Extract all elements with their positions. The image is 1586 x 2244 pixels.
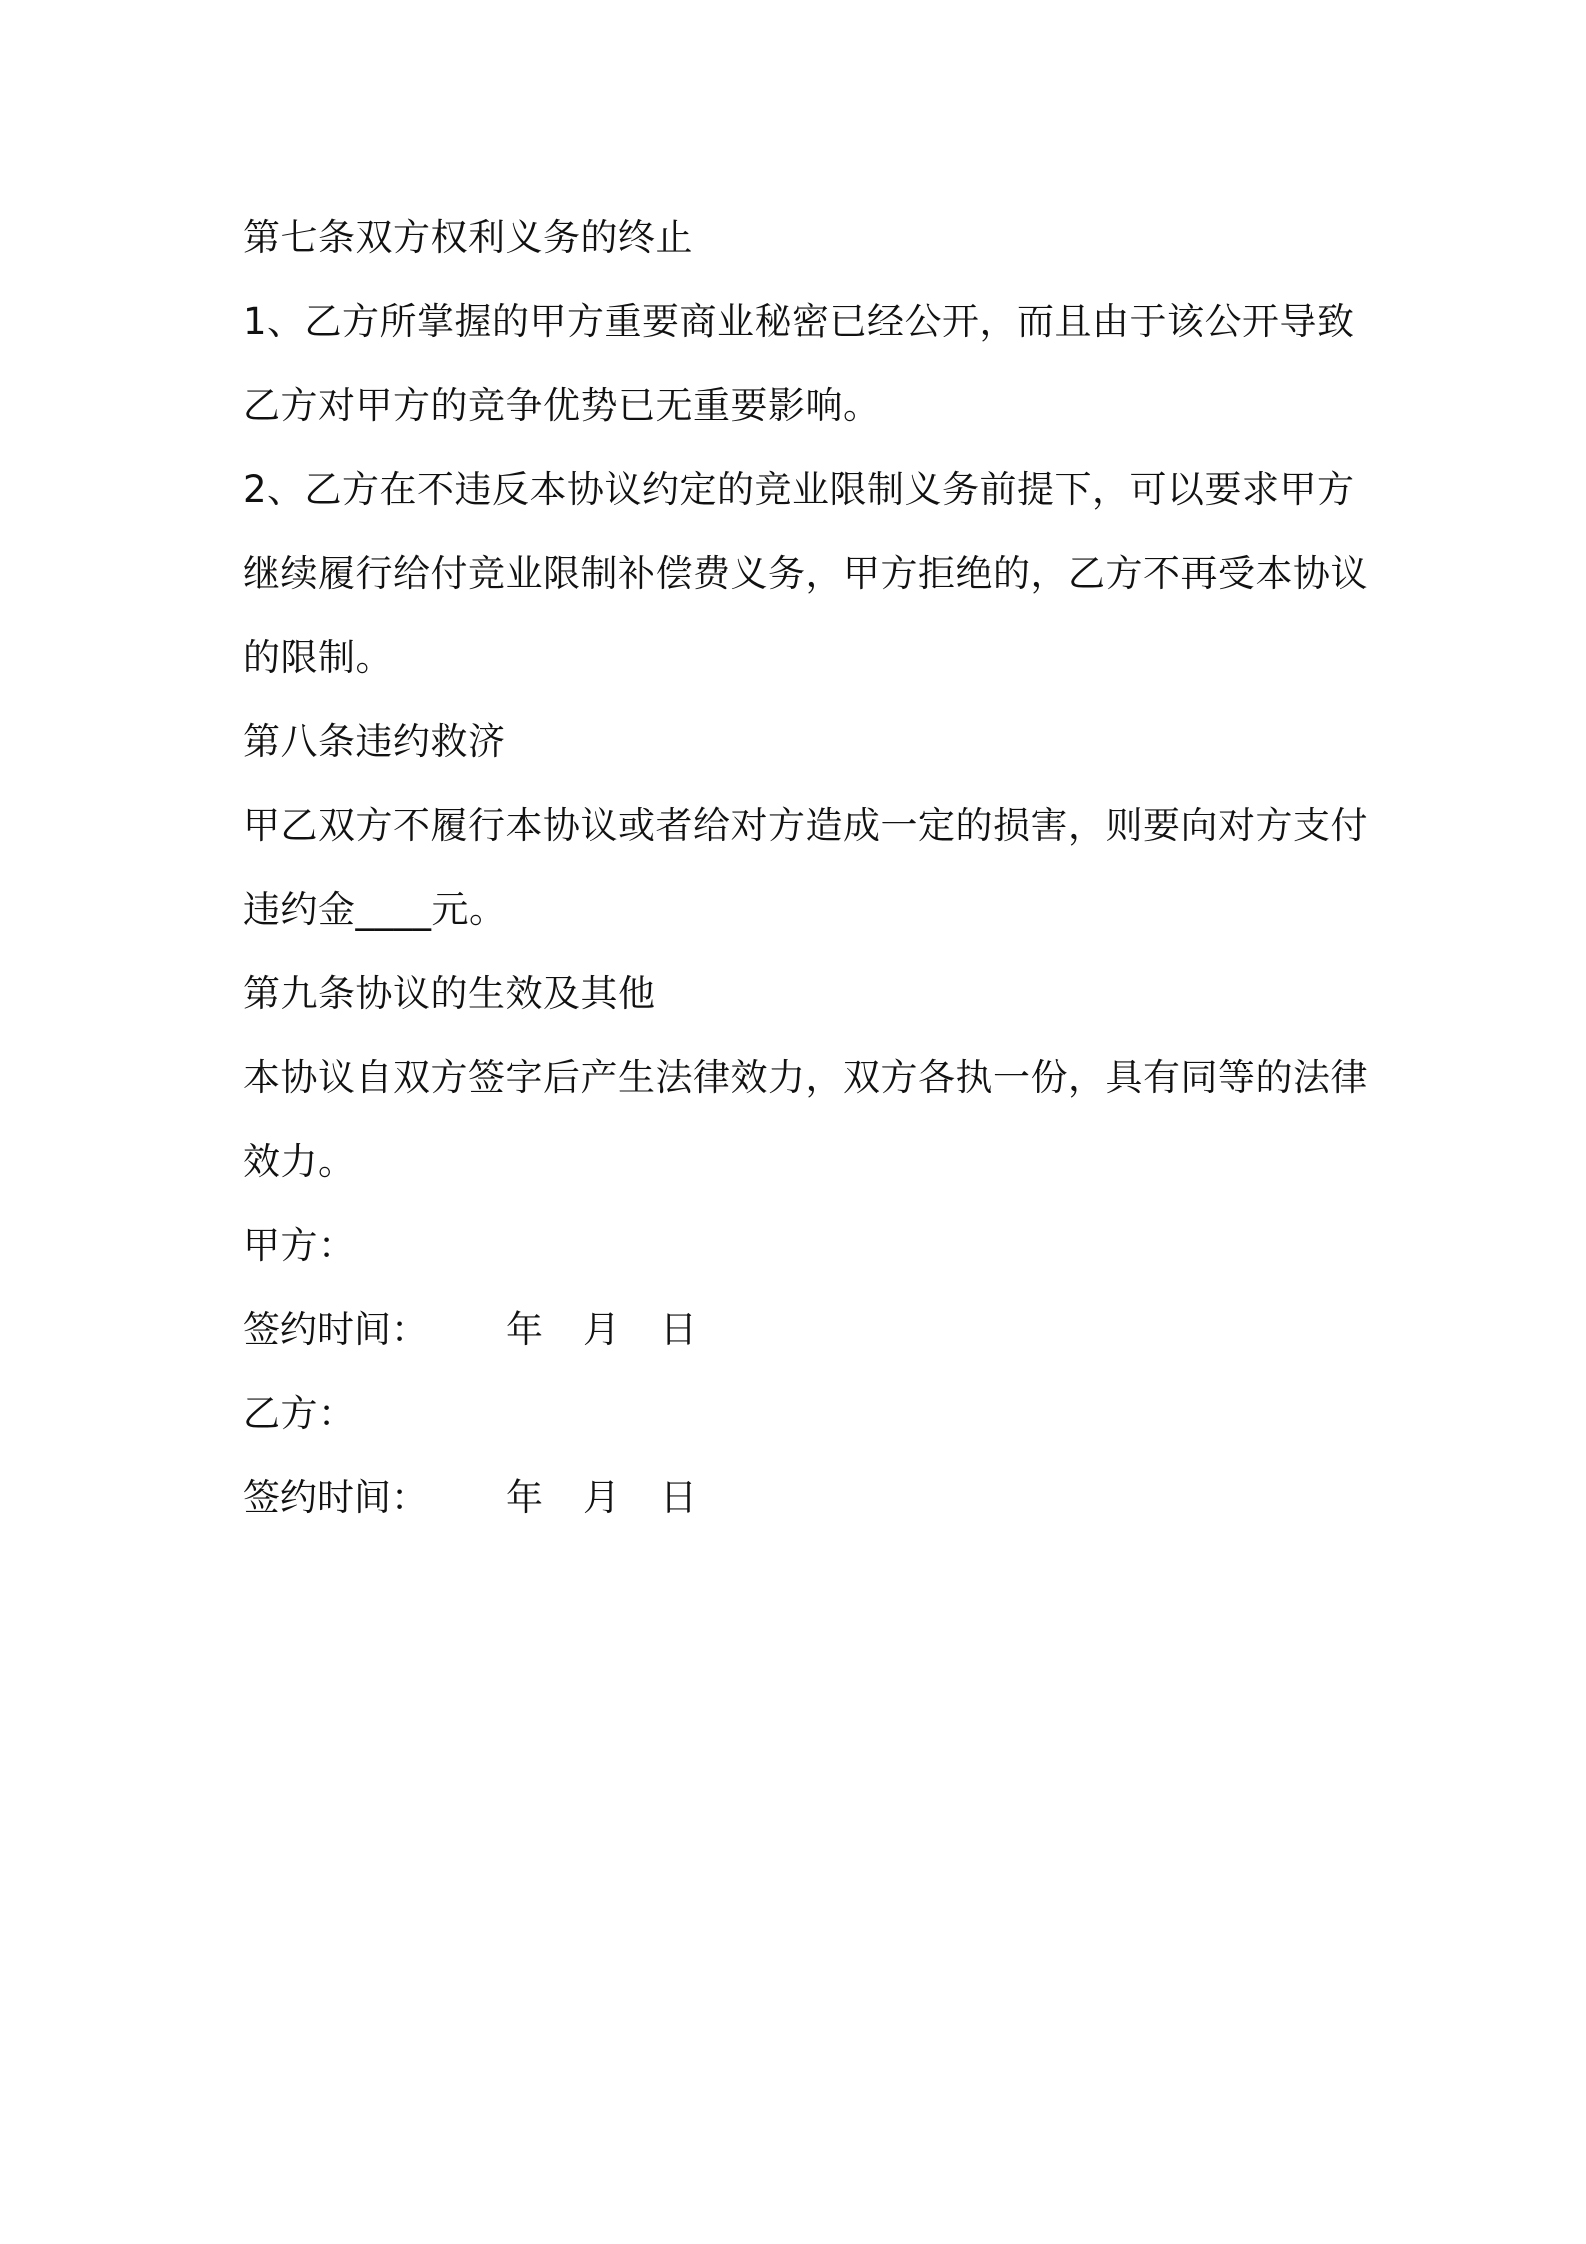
party-a-sign-time-row [243, 1288, 1358, 1372]
article7-item1-line1: 1、乙方所掌握的甲方重要商业秘密已经公开，而且由于该公开导致 [243, 300, 1355, 343]
party-a-day: 日 [660, 1308, 697, 1351]
article9-body-line1: 本协议自双方签字后产生法律效力，双方各执一份，具有同等的法律 [243, 1056, 1368, 1099]
article9-body-line2: 效力。 [243, 1140, 356, 1183]
party-a-label: 甲方： [243, 1224, 356, 1267]
party-b-month: 月 [583, 1476, 620, 1519]
party-b-label: 乙方： [243, 1392, 356, 1435]
party-b-year: 年 [506, 1476, 543, 1519]
party-a-month: 月 [583, 1308, 620, 1351]
document-body [243, 196, 1368, 1540]
party-b-sign-time-label: 签约时间： [243, 1476, 428, 1519]
article8-body-line2: 违约金____元。 [243, 888, 507, 931]
article7-item2-line1: 2、乙方在不违反本协议约定的竞业限制义务前提下，可以要求甲方 [243, 468, 1355, 511]
party-b-sign-time-row [243, 1456, 1358, 1540]
article8-body-line1: 甲乙双方不履行本协议或者给对方造成一定的损害，则要向对方支付 [243, 804, 1368, 847]
article9-title: 第九条协议的生效及其他 [243, 972, 656, 1015]
article7-item2-line3: 的限制。 [243, 636, 393, 679]
article7-item1-line2: 乙方对甲方的竞争优势已无重要影响。 [243, 384, 881, 427]
article8-title: 第八条违约救济 [243, 720, 506, 763]
article7-item2-line2: 继续履行给付竞业限制补偿费义务，甲方拒绝的，乙方不再受本协议 [243, 552, 1368, 595]
party-b-day: 日 [660, 1476, 697, 1519]
party-a-sign-time-label: 签约时间： [243, 1308, 428, 1351]
party-a-year: 年 [506, 1308, 543, 1351]
article7-title: 第七条双方权利义务的终止 [243, 216, 693, 259]
